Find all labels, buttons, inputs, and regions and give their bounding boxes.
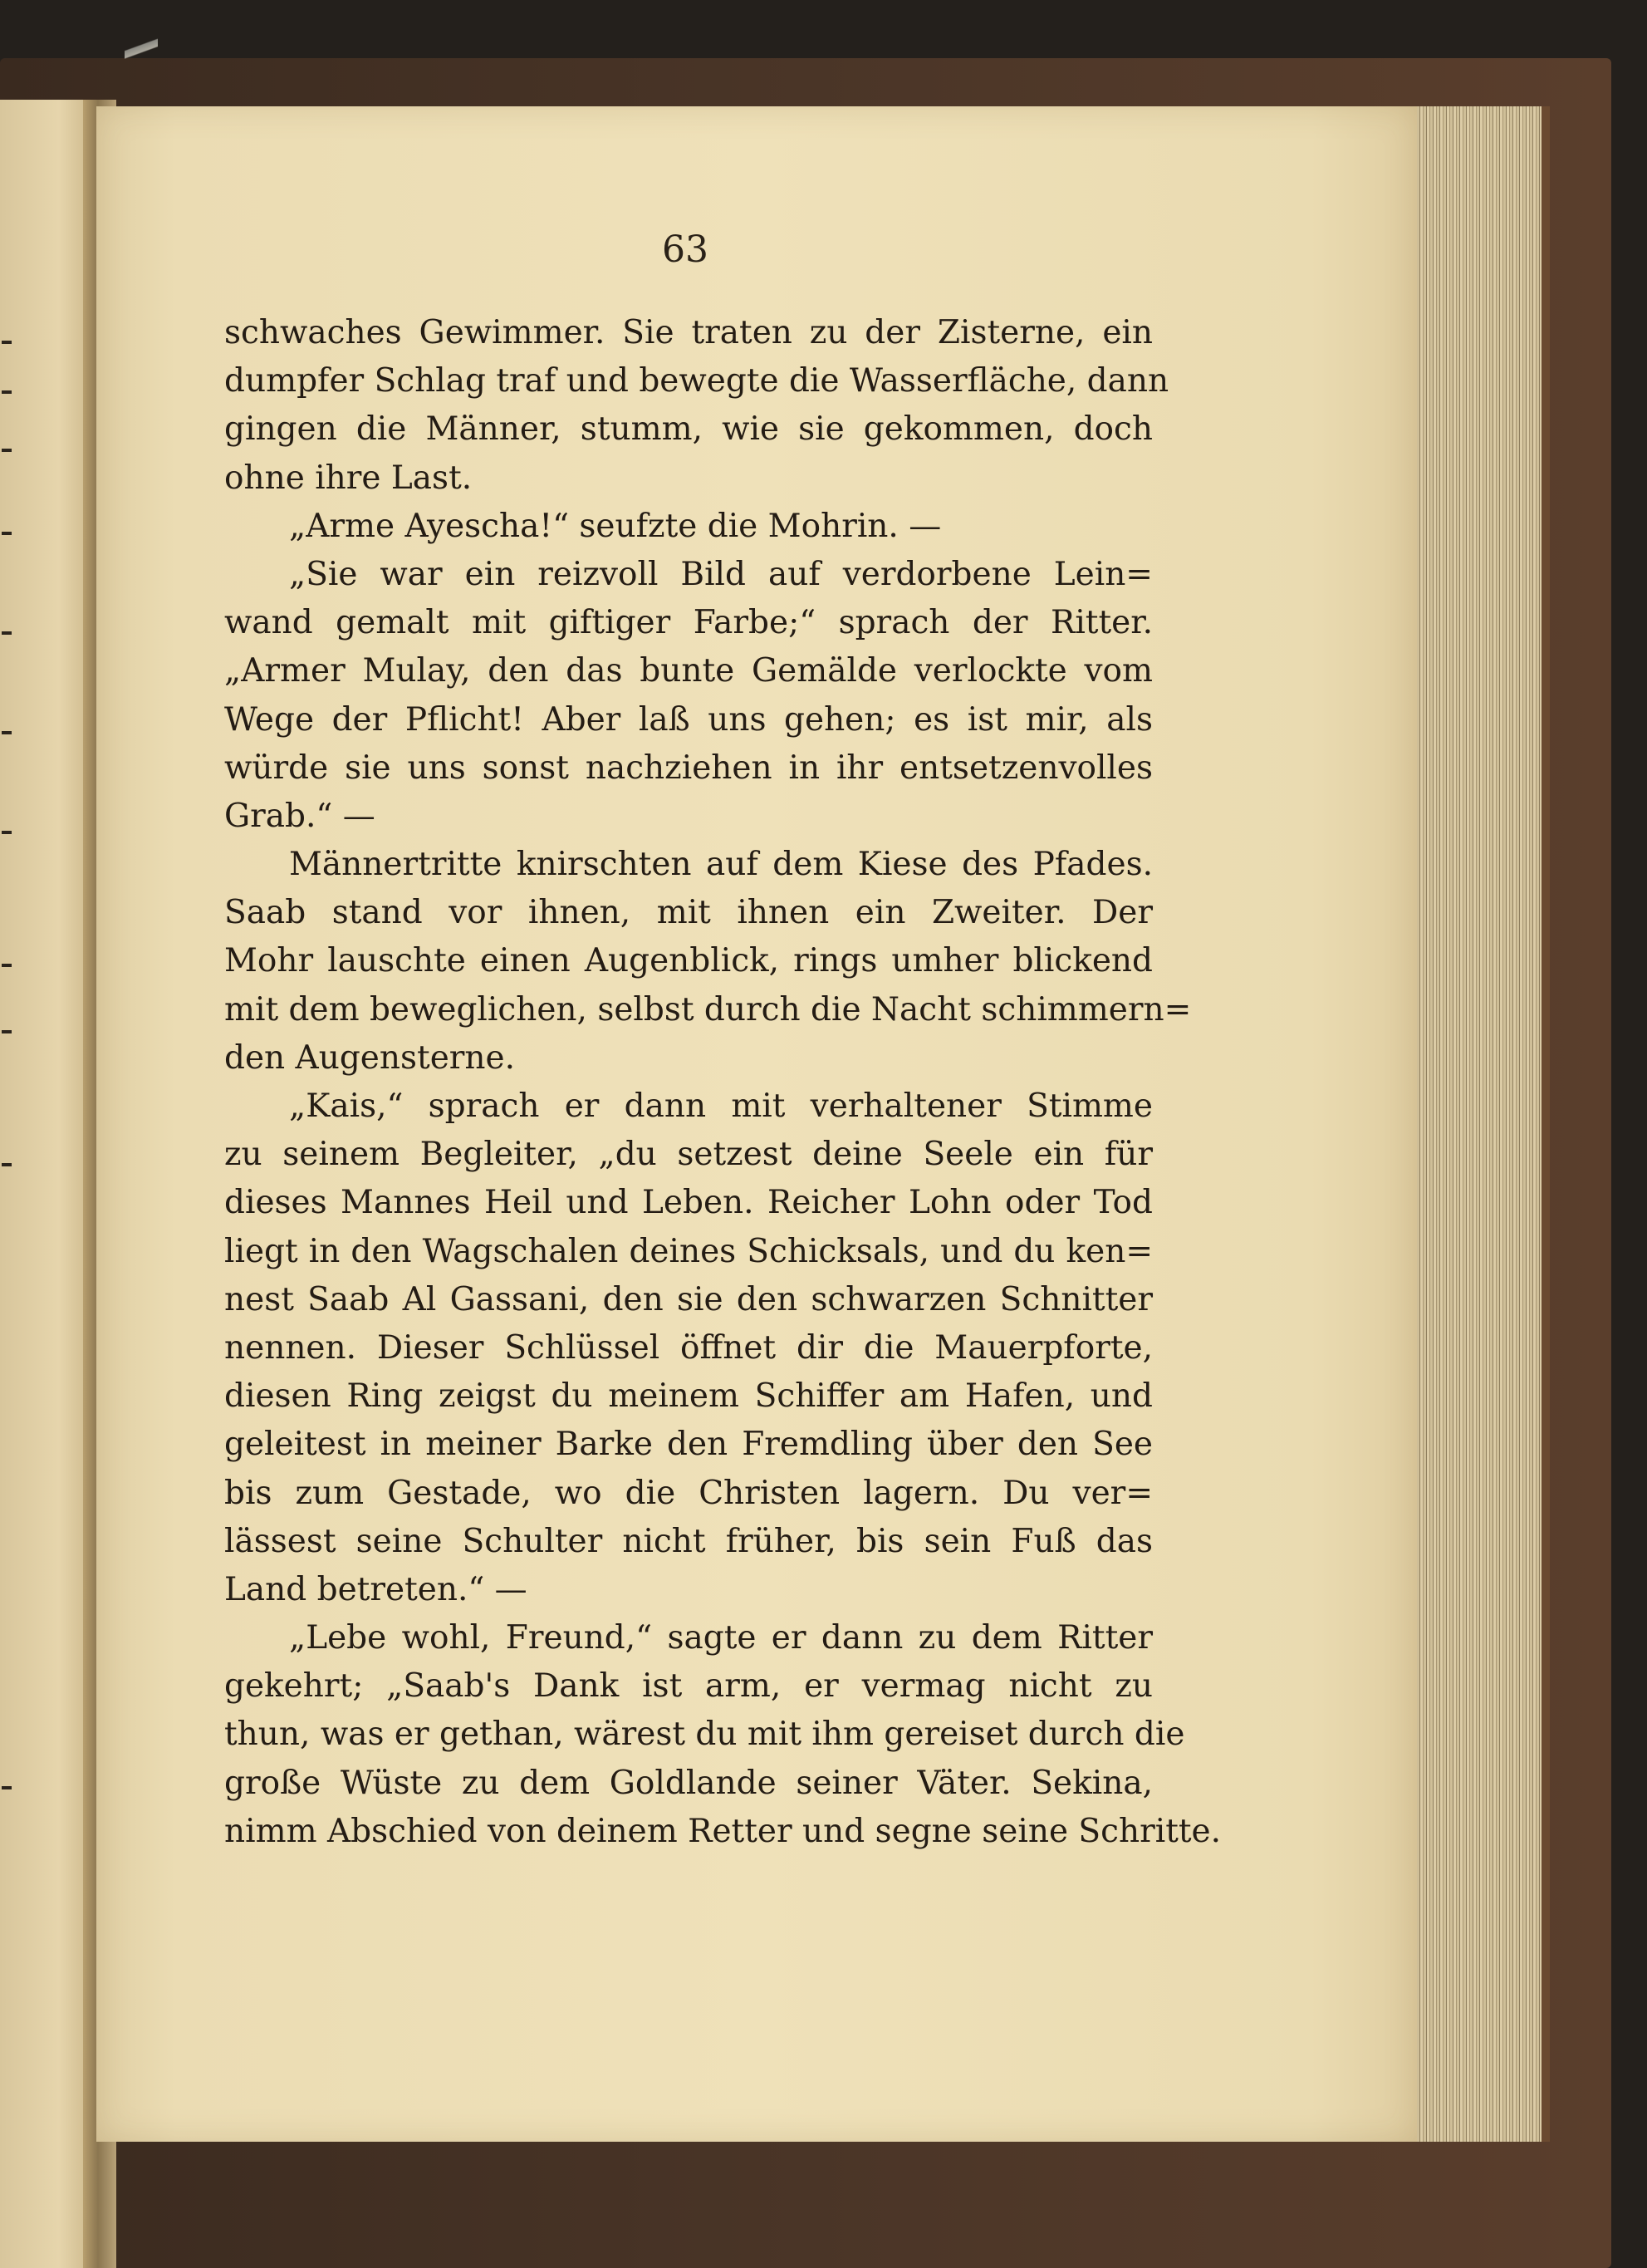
text-line: schwaches Gewimmer. Sie traten zu der Zisterne, ein — [224, 314, 1153, 351]
left-page-text-fragment — [2, 631, 12, 635]
text-line: mit dem beweglichen, selbst durch die Nacht schimmern= — [224, 990, 1192, 1028]
left-page-text-fragment — [2, 449, 12, 452]
text-line: Mohr lauschte einen Augenblick, rings umher blickend — [224, 942, 1153, 980]
text-line: ohne ihre Last. — [224, 459, 473, 497]
text-line: Land betreten.“ — — [224, 1570, 527, 1608]
left-page-text-fragment — [2, 731, 12, 734]
text-line: liegt in den Wagschalen deines Schicksals, und du ken= — [224, 1232, 1153, 1270]
left-page-text-fragment — [2, 1163, 12, 1166]
bookmark-string — [125, 0, 158, 100]
text-line: diesen Ring zeigst du meinem Schiffer am Hafen, und — [224, 1377, 1153, 1416]
text-line: Wege der Pflicht! Aber laß uns gehen; es ist mir, als — [224, 700, 1153, 739]
text-line: zu seinem Begleiter, „du setzest deine Seele ein für — [224, 1136, 1153, 1174]
left-page-text-fragment — [2, 831, 12, 834]
text-line: nest Saab Al Gassani, den sie den schwarzen Schnitter — [224, 1280, 1153, 1318]
text-line: Grab.“ — — [224, 797, 375, 835]
left-page-text-fragment — [2, 341, 12, 344]
book-fore-edge — [1417, 106, 1550, 2142]
text-line: den Augensterne. — [224, 1038, 516, 1077]
text-line: „Sie war ein reizvoll Bild auf verdorbene Lein= — [289, 555, 1153, 593]
text-line: große Wüste zu dem Goldlande seiner Väter. Sekina, — [224, 1764, 1153, 1802]
body-text — [224, 309, 1222, 1856]
text-line: dumpfer Schlag traf und bewegte die Wasserfläche, dann — [224, 362, 1169, 400]
text-line: Saab stand vor ihnen, mit ihnen ein Zweiter. Der — [224, 894, 1153, 932]
text-line: „Armer Mulay, den das bunte Gemälde verlockte vom — [224, 652, 1153, 690]
text-line: gingen die Männer, stumm, wie sie gekommen, doch — [224, 410, 1153, 449]
text-line: Männertritte knirschten auf dem Kiese des Pfades. — [289, 846, 1153, 884]
text-line: „Lebe wohl, Freund,“ sagte er dann zu dem Ritter — [289, 1619, 1153, 1657]
left-page-text-fragment — [2, 532, 12, 535]
text-line: thun, was er gethan, wärest du mit ihm gereiset durch die — [224, 1716, 1185, 1754]
text-line: nennen. Dieser Schlüssel öffnet dir die Mauerpforte, — [224, 1328, 1153, 1367]
text-line: bis zum Gestade, wo die Christen lagern. Du ver= — [224, 1474, 1153, 1512]
text-line: gekehrt; „Saab's Dank ist arm, er vermag nicht zu — [224, 1667, 1153, 1706]
left-page-text-fragment — [2, 1030, 12, 1033]
text-line: „Kais,“ sprach er dann mit verhaltener Stimme — [289, 1087, 1153, 1125]
left-page-text-fragment — [2, 964, 12, 967]
left-page-text-fragment — [2, 390, 12, 394]
text-line: geleitest in meiner Barke den Fremdling über den See — [224, 1426, 1153, 1464]
text-line: wand gemalt mit giftiger Farbe;“ sprach der Ritter. — [224, 604, 1153, 642]
text-line: würde sie uns sonst nachziehen in ihr entsetzenvolles — [224, 749, 1153, 787]
page-number: 63 — [662, 228, 708, 271]
text-line: „Arme Ayescha!“ seufzte die Mohrin. — — [289, 507, 942, 545]
left-page-text-fragment — [2, 1786, 12, 1789]
text-line: nimm Abschied von deinem Retter und segne seine Schritte. — [224, 1812, 1222, 1850]
text-line: dieses Mannes Heil und Leben. Reicher Lohn oder Tod — [224, 1184, 1153, 1222]
text-line: lässest seine Schulter nicht früher, bis sein Fuß das — [224, 1522, 1153, 1560]
